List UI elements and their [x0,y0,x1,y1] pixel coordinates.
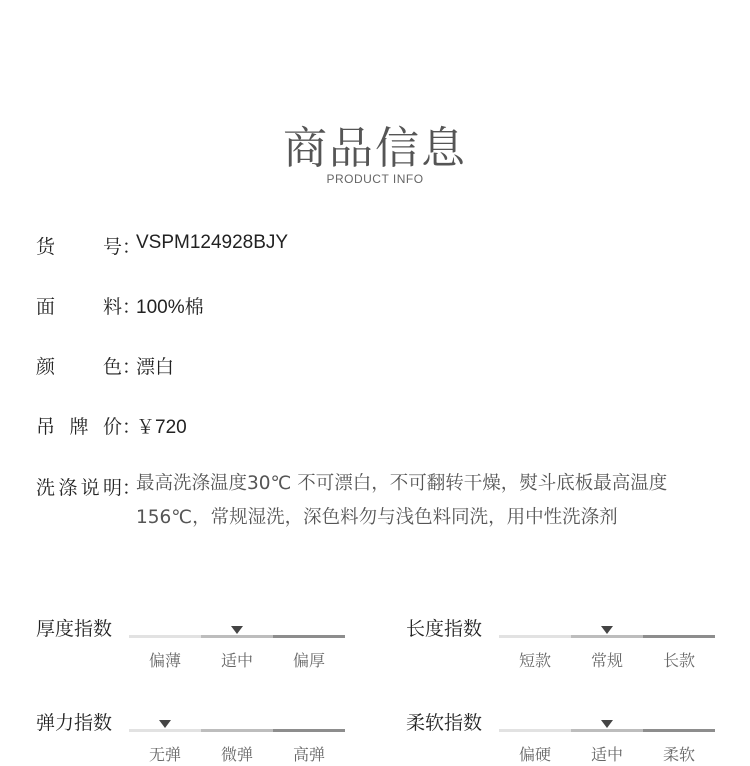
tag-price-label: 吊 牌 价 [36,416,122,438]
scale-option: 适中 [590,745,623,764]
scale-option: 偏厚 [292,651,325,670]
thickness-scale-marker-icon [231,626,243,634]
page-subtitle: PRODUCT INFO [326,172,424,186]
scale-option: 适中 [220,651,253,670]
scale-segment-low [499,729,571,732]
fabric-label: 面 料 [36,296,122,318]
scale-option: 偏薄 [148,651,181,670]
softness-scale-options [499,742,715,765]
scale-segment-high [643,635,715,638]
scale-segment-mid [201,729,273,732]
scale-segment-mid [201,635,273,638]
scale-option: 长款 [662,651,695,670]
elasticity-scale-label: 弹力指数 [36,712,113,734]
fabric-value: 100%棉 [136,297,204,318]
softness-scale-track [499,729,715,732]
thickness-scale-label: 厚度指数 [36,618,113,640]
scale-segment-mid [571,635,643,638]
elasticity-scale-track [129,729,345,732]
scale-option: 微弹 [220,745,253,764]
washing-instructions-row: 洗 涤 说 明 ： 最高洗涤温度30℃ 不可漂白，不可翻转干燥，熨斗底板最高温度156℃，常规湿洗，深色料勿与浅色料同洗，用中性洗涤剂 [36,473,711,535]
tag-price-value: ￥720 [136,417,187,438]
color-row: 颜 色 ： 漂白 [36,352,174,379]
length-scale-options [499,648,715,671]
color-label: 颜 色 [36,356,122,378]
scale-segment-high [273,729,345,732]
softness-scale-marker-icon [601,720,613,728]
scale-option: 高弹 [292,745,325,764]
scale-option: 偏硬 [518,745,551,764]
elasticity-scale-options [129,742,345,765]
scale-segment-low [129,635,201,638]
thickness-scale-track [129,635,345,638]
color-value: 漂白 [136,357,175,378]
length-scale-marker-icon [601,626,613,634]
scale-segment-high [643,729,715,732]
scale-option: 短款 [518,651,551,670]
item-number-label: 货 号 [36,236,122,258]
scale-option: 常规 [590,651,623,670]
elasticity-scale-marker-icon [159,720,171,728]
item-number-row: 货 号 ： VSPM124928BJY [36,232,289,258]
item-number-value: VSPM124928BJY [136,232,289,253]
scale-option: 柔软 [662,745,695,764]
washing-instructions-value: 最高洗涤温度30℃ 不可漂白，不可翻转干燥，熨斗底板最高温度156℃，常规湿洗，深色料勿与浅色料同洗，用中性洗涤剂 [136,473,668,528]
scale-segment-mid [571,729,643,732]
length-scale-track [499,635,715,638]
washing-instructions-label: 洗 涤 说 明 [36,477,122,499]
scale-option: 无弹 [148,745,181,764]
scale-segment-low [499,635,571,638]
tag-price-row: 吊 牌 价 ： ￥720 [36,412,187,439]
thickness-scale-options [129,648,345,671]
page-title: 商品信息 [283,123,467,174]
scale-segment-low [129,729,201,732]
fabric-row: 面 料 ： 100%棉 [36,292,204,319]
length-scale-label: 长度指数 [406,618,483,640]
scale-segment-high [273,635,345,638]
softness-scale-label: 柔软指数 [406,712,483,734]
